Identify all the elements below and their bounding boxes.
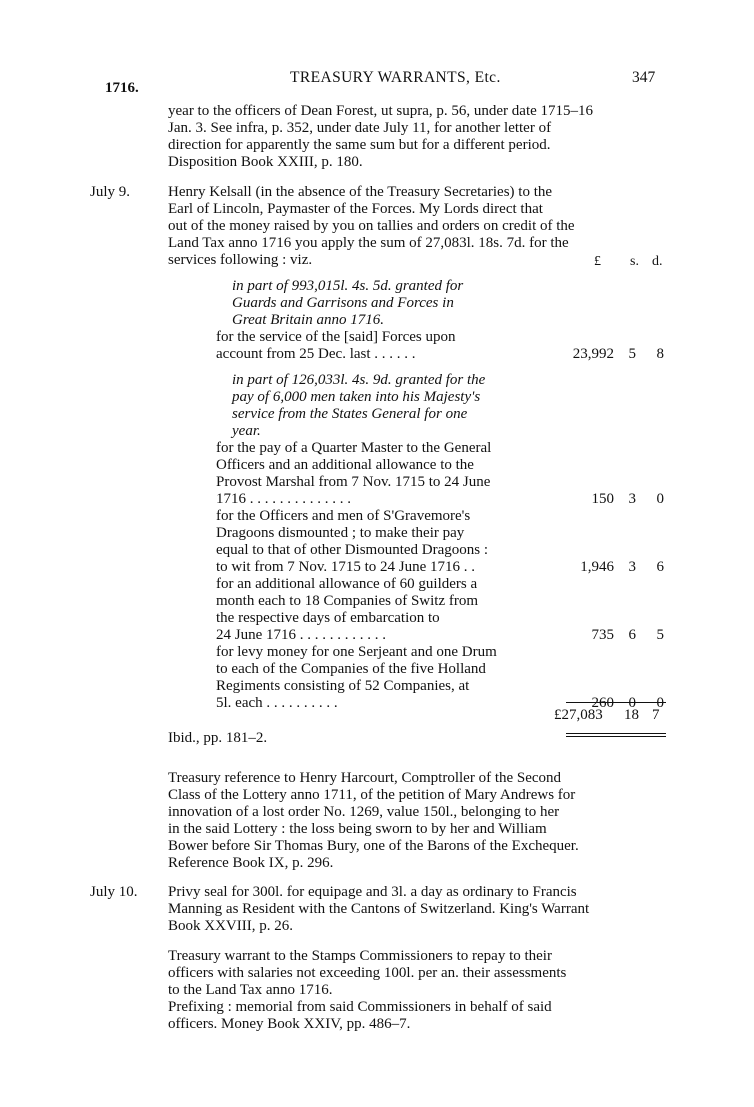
text-line: Manning as Resident with the Cantons of Switzerland. King's Warrant xyxy=(168,901,590,917)
intro-paragraph xyxy=(168,103,666,171)
account-item: for the Officers and men of S'Gravemore's Dragoons dismounted ; to make their pay equal to that of other Dismounted Dragoons : to wit from 7 Nov. 1715 to 24 June 1716 . . 1,946 3 6 xyxy=(216,508,664,575)
text-line: Privy seal for 300l. for equipage and 3l. a day as ordinary to Francis xyxy=(168,884,577,900)
text-line: Reference Book IX, p. 296. xyxy=(168,855,334,871)
text-line: Henry Kelsall (in the absence of the Treasury Secretaries) to the xyxy=(168,184,553,200)
account-item: for levy money for one Serjeant and one Drum to each of the Companies of the five Holland Regiments consisting of 52 Companies, at 5l. each . . . . . . . . . . 260 0 0 xyxy=(216,644,664,711)
text-line: to the Land Tax anno 1716. xyxy=(168,982,333,998)
margin-year: 1716. xyxy=(105,80,139,96)
amount: 1,946 3 6 xyxy=(580,559,664,575)
text-line: services following : viz. xyxy=(168,252,313,268)
text-line: Earl of Lincoln, Paymaster of the Forces. My Lords direct that xyxy=(168,201,543,217)
double-rule-top xyxy=(566,733,666,734)
text-line: innovation of a lost order No. 1269, value 150l., belonging to her xyxy=(168,804,560,820)
text-line: Book XXVIII, p. 26. xyxy=(168,918,293,934)
text-line: Bower before Sir Thomas Bury, one of the Barons of the Exchequer. xyxy=(168,838,579,854)
page-number: 347 xyxy=(632,69,656,86)
text-line: Prefixing : memorial from said Commissioners in behalf of said xyxy=(168,999,552,1015)
double-rule-bottom xyxy=(566,736,666,737)
amount: 260 0 0 xyxy=(591,695,664,711)
account-item: for an additional allowance of 60 guilders a month each to 18 Companies of Switz from the respective days of embarcation to 24 June 1716 . . . . . . . . . . . . 735 6 5 xyxy=(216,576,664,643)
text-line: in the said Lottery : the loss being sworn to by her and William xyxy=(168,821,547,837)
total-amount: £27,083 18 7 xyxy=(554,707,660,723)
privy-seal-paragraph xyxy=(168,884,666,935)
text-line: Disposition Book XXIII, p. 180. xyxy=(168,154,363,170)
text-line: officers. Money Book XXIV, pp. 486–7. xyxy=(168,1016,411,1032)
text-line: Jan. 3. See infra, p. 352, under date July 11, for another letter of xyxy=(168,120,552,136)
grant-heading: in part of 126,033l. 4s. 9d. granted for the pay of 6,000 men taken into his Majesty's service from the States General for one year. xyxy=(232,372,486,439)
date-july-9: July 9. xyxy=(90,184,131,200)
text-line: direction for apparently the same sum but for a different period. xyxy=(168,137,551,153)
amount: 23,992 5 8 xyxy=(572,346,664,362)
kelsall-paragraph xyxy=(168,184,666,269)
ibid-reference: Ibid., pp. 181–2. xyxy=(168,730,268,746)
account-item: for the service of the [said] Forces upon account from 25 Dec. last . . . . . . 23,992 5 8 xyxy=(216,329,664,362)
text-line: officers with salaries not exceeding 100l. per an. their assessments xyxy=(168,965,567,981)
date-july-10: July 10. xyxy=(90,884,138,900)
text-line: Treasury reference to Henry Harcourt, Comptroller of the Second xyxy=(168,770,562,786)
harcourt-paragraph xyxy=(168,770,666,872)
text-line: Class of the Lottery anno 1711, of the petition of Mary Andrews for xyxy=(168,787,576,803)
text-line: out of the money raised by you on tallies and orders on credit of the xyxy=(168,218,575,234)
text-line: year to the officers of Dean Forest, ut supra, p. 56, under date 1715–16 xyxy=(168,103,594,119)
amount: 735 6 5 xyxy=(591,627,664,643)
account-entries xyxy=(216,278,666,712)
col-pence: d. xyxy=(652,254,663,269)
text-line: Treasury warrant to the Stamps Commissioners to repay to their xyxy=(168,948,552,964)
col-shillings: s. xyxy=(630,254,639,269)
running-head: TREASURY WARRANTS, Etc. xyxy=(290,69,501,86)
account-item: for the pay of a Quarter Master to the General Officers and an additional allowance to the Provost Marshal from 7 Nov. 1715 to 24 June 1716 . . . . . . . . . . . . . . 150 3 0 xyxy=(216,440,664,507)
text-line: Land Tax anno 1716 you apply the sum of 27,083l. 18s. 7d. for the xyxy=(168,235,569,251)
sum-rule xyxy=(566,702,666,703)
amount: 150 3 0 xyxy=(591,491,664,507)
stamps-paragraph xyxy=(168,948,666,1033)
col-pound: £ xyxy=(594,254,601,269)
grant-heading: in part of 993,015l. 4s. 5d. granted for Guards and Garrisons and Forces in Great Britain anno 1716. xyxy=(232,278,464,328)
